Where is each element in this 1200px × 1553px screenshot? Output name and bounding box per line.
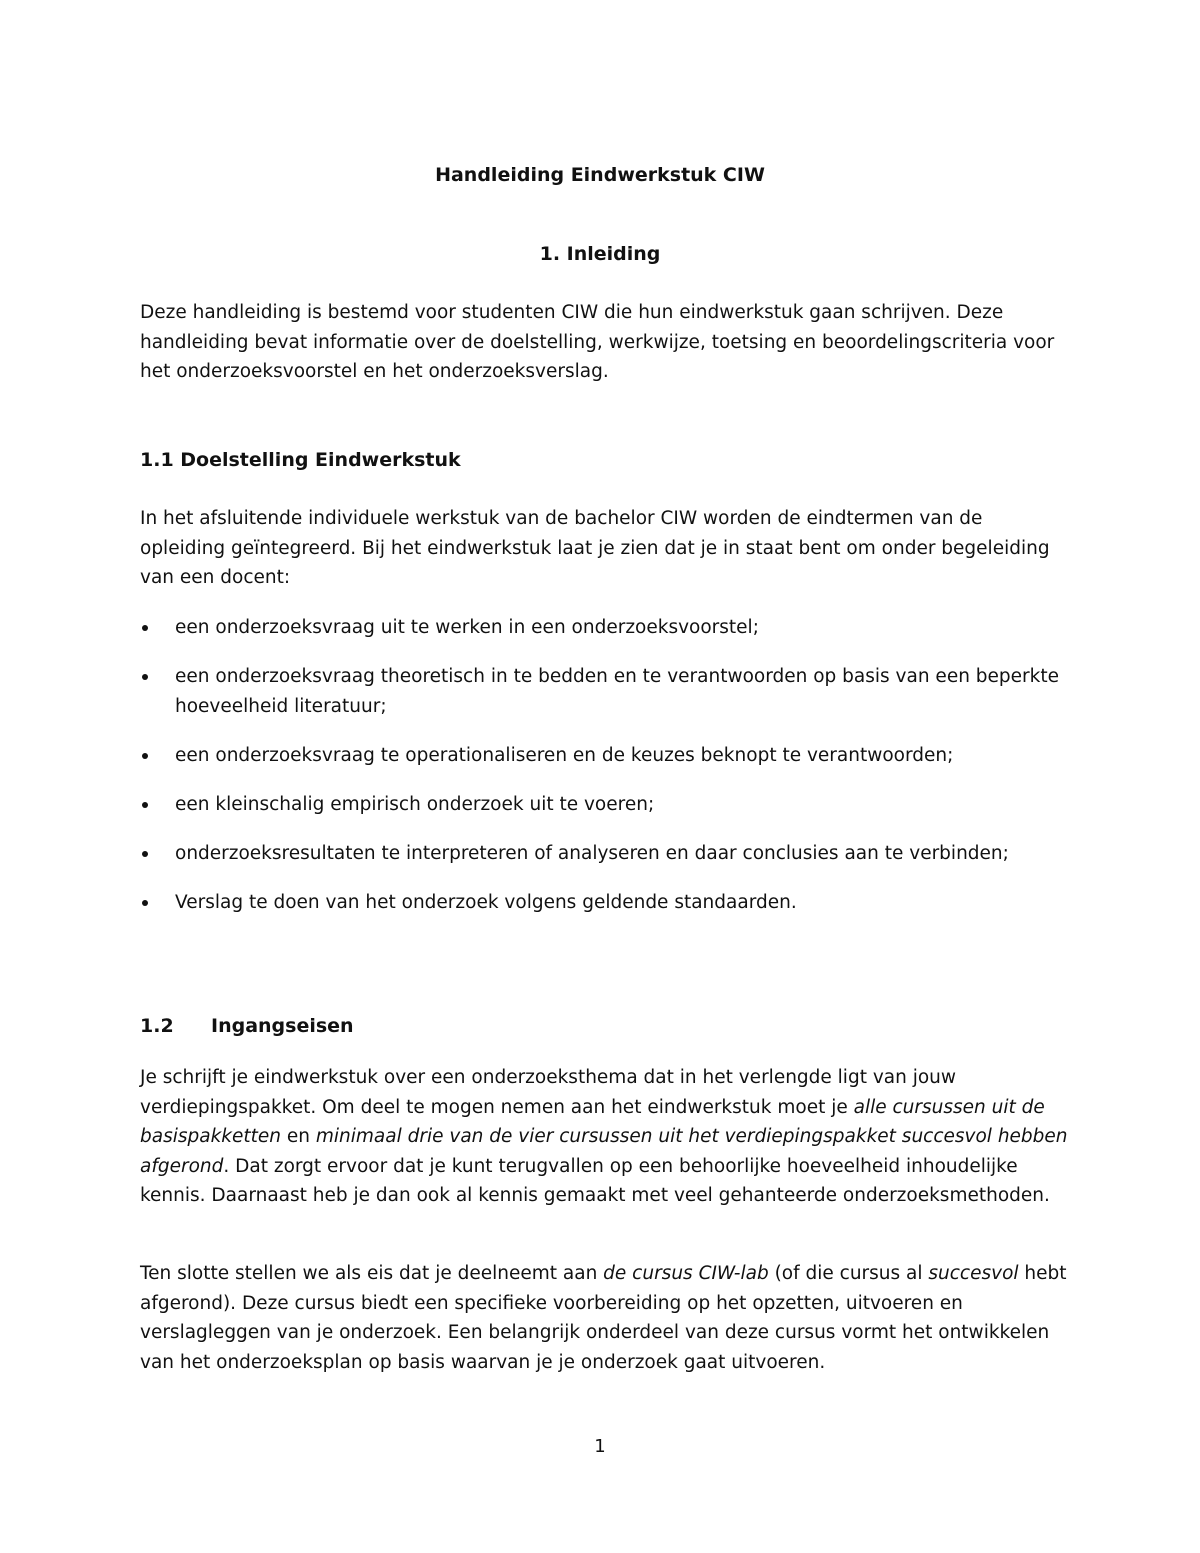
section-number: 1.2: [140, 1015, 174, 1037]
list-item: een onderzoeksvraag te operationaliseren en de keuzes beknopt te verantwoorden;: [140, 741, 1070, 771]
bullet-icon: [142, 851, 148, 857]
bullet-icon: [142, 753, 148, 759]
section-1-text: Deze handleiding is bestemd voor studenten CIW die hun eindwerkstuk gaan schrijven. Deze handleiding bevat informatie over de doelstelling, werkwijze, toetsing en beoordelingscriteria voor het onderzoeksvoorstel en het onderzoeksverslag.: [140, 302, 1055, 382]
section-1-1-intro: In het afsluitende individuele werkstuk van de bachelor CIW worden de eindtermen van de opleiding geïntegreerd. Bij het eindwerkstuk laat je zien dat je in staat bent om onder begeleiding van een docent:: [140, 508, 1050, 588]
list-item: een onderzoeksvraag theoretisch in te bedden en te verantwoorden op basis van een beperkte hoeveelheid literatuur;: [140, 662, 1070, 721]
list-item: een onderzoeksvraag uit te werken in een onderzoeksvoorstel;: [140, 613, 1070, 643]
bullet-icon: [142, 674, 148, 680]
list-item: onderzoeksresultaten te interpreteren of analyseren en daar conclusies aan te verbinden;: [140, 839, 1070, 869]
page-number: 1: [594, 1436, 606, 1457]
objectives-list: [140, 613, 1070, 937]
bullet-icon: [142, 900, 148, 906]
section-1-1-heading: 1.1 Doelstelling Eindwerkstuk: [140, 449, 461, 471]
section-1-2-paragraph-2: Ten slotte stellen we als eis dat je deelneemt aan de cursus CIW-lab (of die cursus al succesvol hebt afgerond). Deze cursus biedt een specifieke voorbereiding op het opzetten, uitvoeren en verslagleggen van je onderzoek. Een belangrijk onderdeel van deze cursus vormt het ontwikkelen van het onderzoeksplan op basis waarvan je je onderzoek gaat uitvoeren.: [140, 1263, 1067, 1373]
section-1-2-heading: [140, 1015, 354, 1037]
list-item: een kleinschalig empirisch onderzoek uit te voeren;: [140, 790, 1070, 820]
section-title: Ingangseisen: [211, 1015, 354, 1037]
list-item: Verslag te doen van het onderzoek volgens geldende standaarden.: [140, 888, 1070, 918]
bullet-icon: [142, 625, 148, 631]
document-title: Handleiding Eindwerkstuk CIW: [435, 164, 765, 186]
bullet-icon: [142, 802, 148, 808]
section-1-heading: 1. Inleiding: [539, 243, 661, 265]
section-1-2-paragraph-1: Je schrijft je eindwerkstuk over een onderzoeksthema dat in het verlengde ligt van jouw verdiepingspakket. Om deel te mogen nemen aan het eindwerkstuk moet je alle cursussen uit de basispakketten en minimaal drie van de vier cursussen uit het verdiepingspakket succesvol hebben afgerond. Dat zorgt ervoor dat je kunt terugvallen op een behoorlijke hoeveelheid inhoudelijke kennis. Daarnaast heb je dan ook al kennis gemaakt met veel gehanteerde onderzoeksmethoden.: [140, 1067, 1068, 1206]
